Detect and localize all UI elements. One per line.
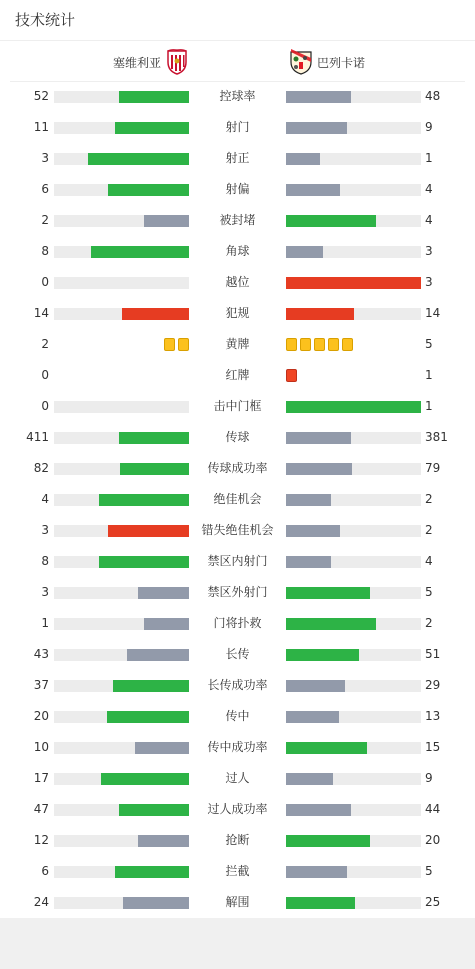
stat-row [0, 484, 475, 515]
away-stat-bar-fill [286, 742, 367, 754]
home-stat-value: 14 [33, 306, 49, 320]
stat-row [0, 515, 475, 546]
stat-row [0, 732, 475, 763]
yellow-card-icon [300, 338, 311, 351]
home-stat-bar-fill [138, 835, 189, 847]
away-stat-value: 2 [425, 523, 433, 537]
home-stat-value: 11 [33, 120, 49, 134]
sevilla-crest-icon [165, 49, 189, 75]
away-stat-bar [286, 742, 421, 754]
home-stat-bar [54, 277, 189, 289]
stat-label: 角球 [225, 244, 250, 258]
stat-row [0, 422, 475, 453]
away-stat-bar [286, 866, 421, 878]
home-stat-value: 2 [41, 213, 49, 227]
stat-label: 过人成功率 [207, 802, 268, 816]
away-stat-bar-fill [286, 711, 339, 723]
away-stat-bar-fill [286, 587, 370, 599]
away-stat-value: 1 [425, 399, 433, 413]
stat-label: 红牌 [225, 368, 250, 382]
away-stat-bar-fill [286, 897, 355, 909]
away-stat-bar [286, 525, 421, 537]
stat-label: 射正 [225, 151, 250, 165]
away-stat-bar [286, 587, 421, 599]
away-stat-value: 13 [425, 709, 441, 723]
stat-label: 射偏 [225, 182, 250, 196]
stat-label: 传球 [225, 430, 250, 444]
stat-row [0, 546, 475, 577]
home-stat-bar-fill [127, 649, 189, 661]
home-stat-bar-fill [119, 804, 189, 816]
away-cards [286, 338, 353, 351]
home-stat-bar-fill [99, 494, 189, 506]
away-stat-value: 5 [425, 337, 433, 351]
away-stat-bar [286, 494, 421, 506]
away-stat-bar-fill [286, 432, 351, 444]
away-cards [286, 369, 297, 382]
stat-label: 长传成功率 [207, 678, 268, 692]
home-team [113, 48, 189, 76]
away-stat-bar-fill [286, 773, 333, 785]
away-stat-bar [286, 308, 421, 320]
away-stat-bar-fill [286, 618, 376, 630]
away-stat-bar [286, 556, 421, 568]
away-stat-value: 44 [425, 802, 441, 816]
stat-row [0, 112, 475, 143]
home-stat-bar-fill [120, 463, 189, 475]
away-stat-bar [286, 401, 421, 413]
stat-label: 绝佳机会 [213, 492, 262, 506]
away-stat-bar-fill [286, 804, 351, 816]
away-stat-bar-fill [286, 525, 340, 537]
home-stat-bar [54, 463, 189, 475]
stat-label: 传中成功率 [207, 740, 268, 754]
away-stat-bar [286, 835, 421, 847]
stat-label: 拦截 [225, 864, 250, 878]
away-stat-bar-fill [286, 184, 340, 196]
home-stat-bar [54, 866, 189, 878]
home-stat-bar [54, 804, 189, 816]
away-stat-value: 51 [425, 647, 441, 661]
away-stat-bar [286, 246, 421, 258]
home-stat-bar [54, 587, 189, 599]
away-stat-value: 3 [425, 244, 433, 258]
home-stat-value: 2 [41, 337, 49, 351]
home-stat-value: 6 [41, 864, 49, 878]
stat-label: 控球率 [219, 89, 256, 103]
home-stat-value: 0 [41, 368, 49, 382]
home-stat-bar-fill [101, 773, 189, 785]
home-stat-bar-fill [138, 587, 189, 599]
home-stat-bar [54, 153, 189, 165]
home-stat-bar-fill [119, 91, 189, 103]
stat-row [0, 205, 475, 236]
home-stat-value: 17 [33, 771, 49, 785]
away-stat-value: 29 [425, 678, 441, 692]
away-stat-value: 9 [425, 771, 433, 785]
home-stat-value: 12 [33, 833, 49, 847]
away-stat-bar-fill [286, 556, 331, 568]
home-stat-bar-fill [99, 556, 189, 568]
away-stat-bar [286, 773, 421, 785]
home-stat-value: 43 [33, 647, 49, 661]
home-stat-bar-fill [107, 711, 189, 723]
away-stat-bar [286, 153, 421, 165]
away-stat-bar-fill [286, 680, 345, 692]
away-stat-bar [286, 277, 421, 289]
away-stat-bar-fill [286, 649, 359, 661]
home-stat-value: 24 [33, 895, 49, 909]
away-stat-bar-fill [286, 835, 370, 847]
stat-label: 禁区外射门 [207, 585, 268, 599]
home-stat-bar-fill [123, 897, 189, 909]
away-stat-value: 5 [425, 864, 433, 878]
stat-row [0, 639, 475, 670]
stat-label: 传中 [225, 709, 250, 723]
stat-label: 击中门框 [213, 399, 262, 413]
away-stat-bar [286, 91, 421, 103]
home-stat-value: 1 [41, 616, 49, 630]
away-stat-bar [286, 122, 421, 134]
away-stat-bar-fill [286, 401, 421, 413]
home-stat-bar-fill [113, 680, 189, 692]
home-stat-bar-fill [108, 525, 189, 537]
yellow-card-icon [178, 338, 189, 351]
away-stat-bar [286, 215, 421, 227]
home-stat-bar [54, 680, 189, 692]
home-stat-bar [54, 835, 189, 847]
away-stat-value: 4 [425, 554, 433, 568]
stat-row [0, 143, 475, 174]
stat-row [0, 701, 475, 732]
home-stat-value: 8 [41, 244, 49, 258]
away-stat-value: 20 [425, 833, 441, 847]
stat-row [0, 577, 475, 608]
stat-label: 门将扑救 [213, 616, 262, 630]
stat-label: 过人 [225, 771, 250, 785]
away-stat-bar-fill [286, 153, 320, 165]
stat-label: 黄牌 [225, 337, 250, 351]
stat-label: 越位 [225, 275, 250, 289]
page-title: 技术统计 [15, 11, 76, 29]
home-stat-bar [54, 91, 189, 103]
home-stat-bar-fill [88, 153, 189, 165]
away-stat-bar [286, 618, 421, 630]
away-stat-bar-fill [286, 215, 376, 227]
away-stat-bar-fill [286, 122, 347, 134]
away-stat-bar-fill [286, 246, 323, 258]
stat-row [0, 887, 475, 918]
home-stat-bar [54, 432, 189, 444]
home-stat-bar [54, 649, 189, 661]
away-team-name: 巴列卡诺 [317, 55, 366, 70]
stat-label: 被封堵 [219, 213, 256, 227]
stat-row [0, 453, 475, 484]
home-stat-value: 4 [41, 492, 49, 506]
home-stat-value: 0 [41, 275, 49, 289]
yellow-card-icon [314, 338, 325, 351]
home-stat-bar-fill [108, 184, 189, 196]
stat-label: 犯规 [225, 306, 250, 320]
stat-row [0, 298, 475, 329]
away-stat-value: 9 [425, 120, 433, 134]
stat-row [0, 608, 475, 639]
home-stat-value: 8 [41, 554, 49, 568]
away-stat-value: 15 [425, 740, 441, 754]
stat-row [0, 236, 475, 267]
away-stat-value: 1 [425, 368, 433, 382]
stat-label: 禁区内射门 [207, 554, 268, 568]
stat-label: 抢断 [225, 833, 250, 847]
red-card-icon [286, 369, 297, 382]
home-stat-bar-fill [115, 122, 189, 134]
home-stat-bar [54, 897, 189, 909]
away-stat-bar [286, 897, 421, 909]
home-stat-value: 20 [33, 709, 49, 723]
stat-row [0, 794, 475, 825]
home-stat-bar-fill [115, 866, 189, 878]
stat-row [0, 763, 475, 794]
away-stat-value: 5 [425, 585, 433, 599]
yellow-card-icon [164, 338, 175, 351]
home-stat-bar [54, 494, 189, 506]
home-stat-bar [54, 184, 189, 196]
home-stat-bar [54, 246, 189, 258]
home-stat-bar-fill [122, 308, 190, 320]
home-stat-bar-fill [91, 246, 189, 258]
away-stat-bar [286, 804, 421, 816]
yellow-card-icon [328, 338, 339, 351]
yellow-card-icon [286, 338, 297, 351]
away-stat-value: 4 [425, 213, 433, 227]
home-stat-value: 82 [33, 461, 49, 475]
home-stat-bar [54, 711, 189, 723]
away-stat-bar [286, 432, 421, 444]
stat-row [0, 174, 475, 205]
away-stat-value: 3 [425, 275, 433, 289]
away-stat-bar [286, 680, 421, 692]
home-stat-bar [54, 773, 189, 785]
stat-label: 传球成功率 [207, 461, 268, 475]
home-stat-bar [54, 122, 189, 134]
away-stat-bar-fill [286, 494, 331, 506]
home-cards [164, 338, 189, 351]
home-stat-value: 6 [41, 182, 49, 196]
stat-row [0, 360, 475, 391]
stat-row [0, 81, 475, 112]
away-stat-value: 79 [425, 461, 441, 475]
away-stat-bar [286, 184, 421, 196]
divider [0, 40, 475, 41]
away-stat-bar-fill [286, 91, 351, 103]
home-stat-value: 3 [41, 585, 49, 599]
home-stat-value: 37 [33, 678, 49, 692]
away-stat-value: 2 [425, 616, 433, 630]
home-team-name: 塞维利亚 [113, 55, 162, 70]
stat-row [0, 825, 475, 856]
stat-row [0, 856, 475, 887]
away-stat-bar-fill [286, 463, 352, 475]
home-stat-bar [54, 742, 189, 754]
home-stat-value: 3 [41, 151, 49, 165]
home-stat-bar-fill [144, 618, 189, 630]
away-stat-value: 14 [425, 306, 441, 320]
home-stat-value: 0 [41, 399, 49, 413]
home-stat-value: 47 [33, 802, 49, 816]
away-stat-value: 25 [425, 895, 441, 909]
home-stat-bar [54, 525, 189, 537]
stat-row [0, 670, 475, 701]
away-stat-bar-fill [286, 866, 347, 878]
home-stat-bar [54, 215, 189, 227]
home-stat-bar [54, 556, 189, 568]
home-stat-value: 3 [41, 523, 49, 537]
away-stat-value: 48 [425, 89, 441, 103]
stat-label: 射门 [225, 120, 250, 134]
home-stat-bar [54, 401, 189, 413]
rayo-vallecano-crest-icon [289, 49, 313, 75]
stat-row [0, 329, 475, 360]
away-stat-value: 381 [425, 430, 448, 444]
away-stat-bar [286, 649, 421, 661]
home-stat-value: 52 [33, 89, 49, 103]
stat-row [0, 391, 475, 422]
home-stat-value: 411 [26, 430, 49, 444]
home-stat-value: 10 [33, 740, 49, 754]
home-stat-bar [54, 618, 189, 630]
yellow-card-icon [342, 338, 353, 351]
home-stat-bar-fill [135, 742, 189, 754]
home-stat-bar-fill [144, 215, 189, 227]
away-stat-value: 2 [425, 492, 433, 506]
away-stat-bar [286, 463, 421, 475]
away-stat-bar-fill [286, 308, 354, 320]
stat-row [0, 267, 475, 298]
stat-label: 长传 [225, 647, 250, 661]
home-stat-bar-fill [119, 432, 189, 444]
home-stat-bar [54, 308, 189, 320]
away-stat-value: 4 [425, 182, 433, 196]
away-team [289, 48, 365, 76]
away-stat-bar [286, 711, 421, 723]
stat-label: 解围 [225, 895, 250, 909]
away-stat-value: 1 [425, 151, 433, 165]
away-stat-bar-fill [286, 277, 421, 289]
stat-label: 错失绝佳机会 [201, 523, 274, 537]
